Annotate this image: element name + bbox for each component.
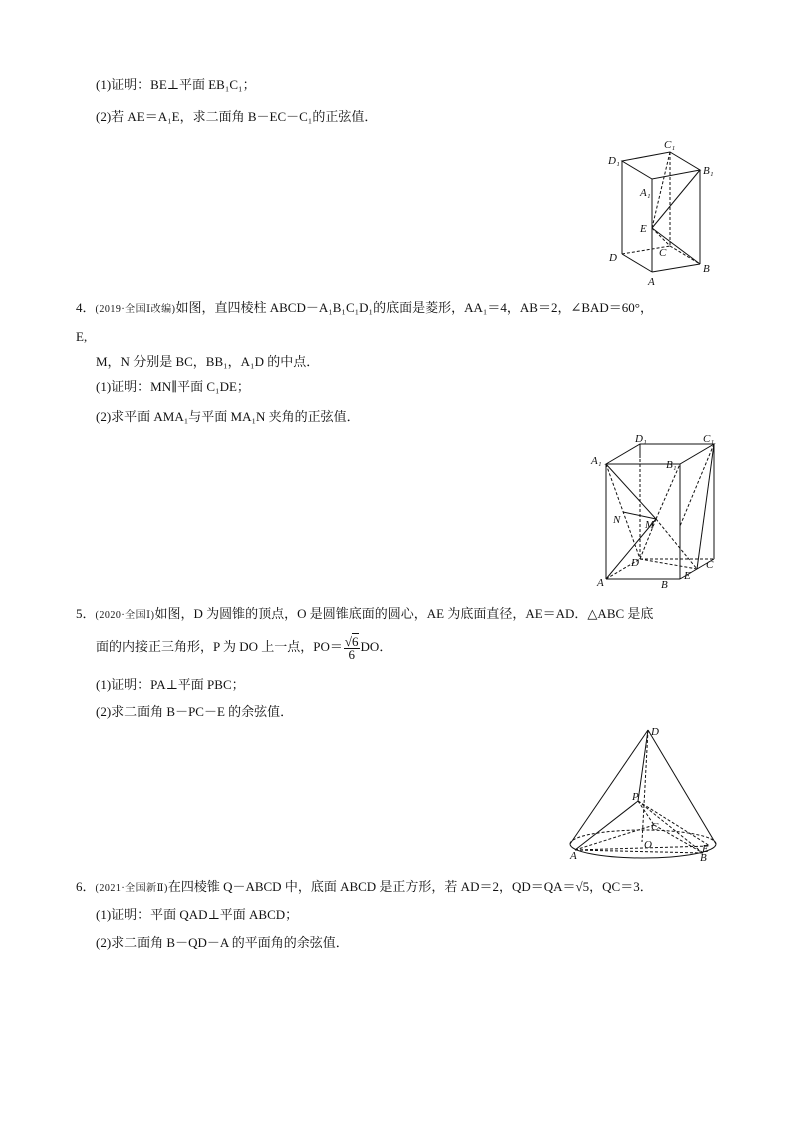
q4-line3: M，N 分别是 BC，BB₁，A₁D 的中点． xyxy=(96,354,320,369)
q3-label-d: D xyxy=(609,252,617,264)
q6-number: 6． xyxy=(76,879,96,894)
q6-part1: (1)证明：平面 QAD⊥平面 ABCD； xyxy=(96,907,299,922)
q5-label-b: B xyxy=(700,852,707,864)
q4-text1: 如图，直四棱柱 ABCD－A₁B₁C₁D₁的底面是菱形，AA₁＝4，AB＝2，∠BAD＝60°， xyxy=(175,300,653,315)
q5-label-a: A xyxy=(570,850,577,862)
q4-label-m: M xyxy=(645,519,655,531)
q4-prism-figure xyxy=(590,433,730,591)
q5-label-e: E xyxy=(702,843,709,855)
q3-part2: (2)若 AE＝A₁E，求二面角 B－EC－C₁的正弦值． xyxy=(96,109,378,124)
q4-label-b: B xyxy=(661,579,668,591)
q4-label-a1: A₁ xyxy=(591,455,602,467)
q4-label-b1: B₁ xyxy=(666,459,677,471)
q3-prism-figure xyxy=(600,136,720,288)
q6-part2: (2)求二面角 B－QD－A 的平面角的余弦值． xyxy=(96,935,349,950)
q5-source: (2020·全国Ⅰ) xyxy=(95,610,155,621)
q5-part2: (2)求二面角 B－PC－E 的余弦值． xyxy=(96,704,294,719)
q4-number: 4． xyxy=(76,300,96,315)
q4-label-c1: C₁ xyxy=(703,433,715,445)
q5-part1: (1)证明：PA⊥平面 PBC； xyxy=(96,677,245,692)
q5-sqrt-sign: √ xyxy=(344,633,353,649)
q4-line1 xyxy=(76,300,653,318)
q3-label-a: A xyxy=(648,276,655,288)
q5-frac-den: 6 xyxy=(348,646,355,662)
q5-line1 xyxy=(76,606,653,624)
q6-line1 xyxy=(76,879,653,897)
q5-cone-figure xyxy=(562,722,724,864)
q4-label-a: A xyxy=(597,577,604,589)
q3-part1: (1)证明：BE⊥平面 EB₁C₁； xyxy=(96,77,256,92)
q4-part2: (2)求平面 AMA₁与平面 MA₁N 夹角的正弦值． xyxy=(96,409,360,424)
q5-number: 5． xyxy=(76,606,96,621)
q5-label-d: D xyxy=(651,726,659,738)
q4-label-d1: D₁ xyxy=(635,433,647,445)
q5-text2-after: DO． xyxy=(360,639,393,654)
q6-text1: 在四棱锥 Q－ABCD 中，底面 ABCD 是正方形，若 AD＝2，QD＝QA＝√5，QC＝3． xyxy=(167,879,653,894)
q5-line2 xyxy=(96,632,392,662)
q5-text2-before: 面的内接正三角形，P 为 DO 上一点，PO＝ xyxy=(96,639,343,654)
q5-frac-num: 6 xyxy=(352,633,359,649)
q5-fraction xyxy=(344,633,360,662)
q3-label-a1: A₁ xyxy=(640,187,651,199)
q3-label-b1: B₁ xyxy=(703,165,714,177)
q3-label-b: B xyxy=(703,263,710,275)
q4-label-e: E xyxy=(684,570,691,582)
q3-label-c: C xyxy=(659,247,667,259)
q5-label-p: P xyxy=(632,791,639,803)
q5-label-c: C xyxy=(651,821,659,833)
q4-part1: (1)证明：MN∥平面 C₁DE； xyxy=(96,379,250,394)
q3-label-d1: D₁ xyxy=(608,155,620,167)
q5-text1: 如图，D 为圆锥的顶点，O 是圆锥底面的圆心，AE 为底面直径，AE＝AD．△ABC 是底 xyxy=(154,606,654,621)
q4-source: (2019·全国Ⅰ改编) xyxy=(95,304,176,315)
q4-label-d: D xyxy=(631,557,639,569)
q3-label-c1: C₁ xyxy=(664,139,676,151)
q4-line2: E, xyxy=(76,329,88,344)
q4-label-n: N xyxy=(613,514,621,526)
q3-label-e: E xyxy=(640,223,647,235)
q5-label-o: O xyxy=(644,839,652,851)
q4-label-c: C xyxy=(706,559,714,571)
q6-source: (2021·全国新Ⅱ) xyxy=(95,883,168,894)
